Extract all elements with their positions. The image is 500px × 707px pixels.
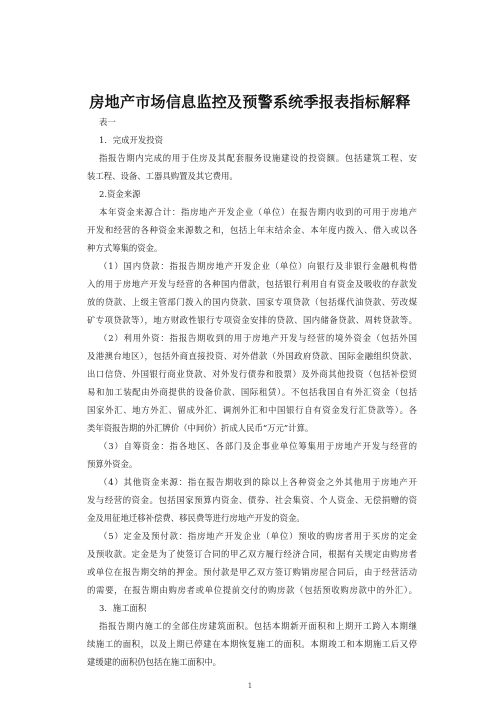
- body-line: （3）自筹资金：指各地区、各部门及企事业单位筹集用于房地产开发与经营的: [99, 441, 417, 451]
- body-line: （2）利用外资：指报告期收到的用于房地产开发与经营的境外资金（包括外国: [99, 333, 417, 343]
- body-line: （5）定金及预付款：指房地产开发企业（单位）预收的购房者用于买房的定金: [99, 531, 417, 541]
- body-line: 金及用征地迁移补偿费、移民费等进行房地产开发的资金。: [87, 513, 305, 523]
- section-heading-investment: 1．完成开发投资: [99, 135, 163, 145]
- body-line: 开发和经营的各种资金来源数之和，包括上年末结余金、本年度内拨入、借入或以各: [87, 225, 417, 235]
- body-line: 出口信贷、外国银行商业贷款、对外发行债券和股票）及外商其他投资（包括补偿贸: [87, 369, 417, 379]
- body-line: 的需要，在报告期由购房者或单位提前交付的购房款（包括预收购房款中的外汇）。: [87, 585, 417, 595]
- section-heading-construction-area: 3．施工面积: [99, 603, 147, 613]
- body-line: 放的贷款、上级主管部门拨入的国内贷款、国家专项贷款（包括煤代油贷款、劳改煤: [87, 297, 417, 307]
- body-line: 类年资报告期的外汇牌价（中间价）折成人民币“万元”计算。: [87, 423, 314, 433]
- body-line: 预算外资金。: [87, 459, 138, 469]
- body-line: 种方式筹集的资金。: [87, 243, 163, 253]
- body-line: 续施工的面积，以及上期已停建在本期恢复施工的面积。本期竣工和本期施工后又停: [87, 639, 417, 649]
- body-line: 指报告期内完成的用于住房及其配套服务设施建设的投资额。包括建筑工程、安: [99, 153, 417, 163]
- body-line: 及港澳台地区），包括外商直接投资、对外借款（外国政府贷款、国际金融组织贷款、: [87, 351, 417, 361]
- document-title: 房地产市场信息监控及预警系统季报表指标解释: [89, 93, 411, 111]
- body-line: 或单位在报告期交纳的押金。预付款是甲乙双方签订购销房屋合同后，由于经营活动: [87, 567, 417, 577]
- body-line: 建缓建的面积仍包括在施工面积中。: [87, 657, 221, 667]
- body-line: 发与经营的资金。包括国家预算内资金、债券、社会集资、个人资金、无偿捐赠的资: [87, 495, 417, 505]
- body-line: 矿专项贷款等），地方财政性银行专项资金安排的贷款、国内储备贷款、周转贷款等。: [87, 315, 417, 325]
- body-line: （1）国内贷款：指报告期房地产开发企业（单位）向银行及非银行金融机构借: [99, 261, 417, 271]
- body-line: （4）其他资金来源：指在报告期收到的除以上各种资金之外其他用于房地产开: [99, 477, 417, 487]
- body-line: 入的用于房地产开发与经营的各种国内借款，包括银行利用自有资金及吸收的存款发: [87, 279, 417, 289]
- table-label: 表一: [99, 117, 116, 127]
- body-line: 装工程、设备、工器具购置及其它费用。: [87, 171, 238, 181]
- body-line: 易和加工装配由外商提供的设备价款、国际租赁）。不包括我国自有外汇资金（包括: [87, 387, 417, 397]
- page-number: 1: [247, 682, 253, 690]
- body-line: 指报告期内施工的全部住房建筑面积。包括本期新开面积和上期开工跨入本期继: [99, 621, 417, 631]
- body-line: 国家外汇、地方外汇、留成外汇、调剂外汇和中国银行自有资金发行汇贷款等）。各: [87, 405, 417, 415]
- body-line: 本年资金来源合计：指房地产开发企业（单位）在报告期内收到的可用于房地产: [99, 207, 417, 217]
- section-heading-funding: 2.资金来源: [99, 189, 141, 199]
- body-line: 及预收款。定金是为了使签订合同的甲乙双方履行经济合同，根据有关规定由购房者: [87, 549, 417, 559]
